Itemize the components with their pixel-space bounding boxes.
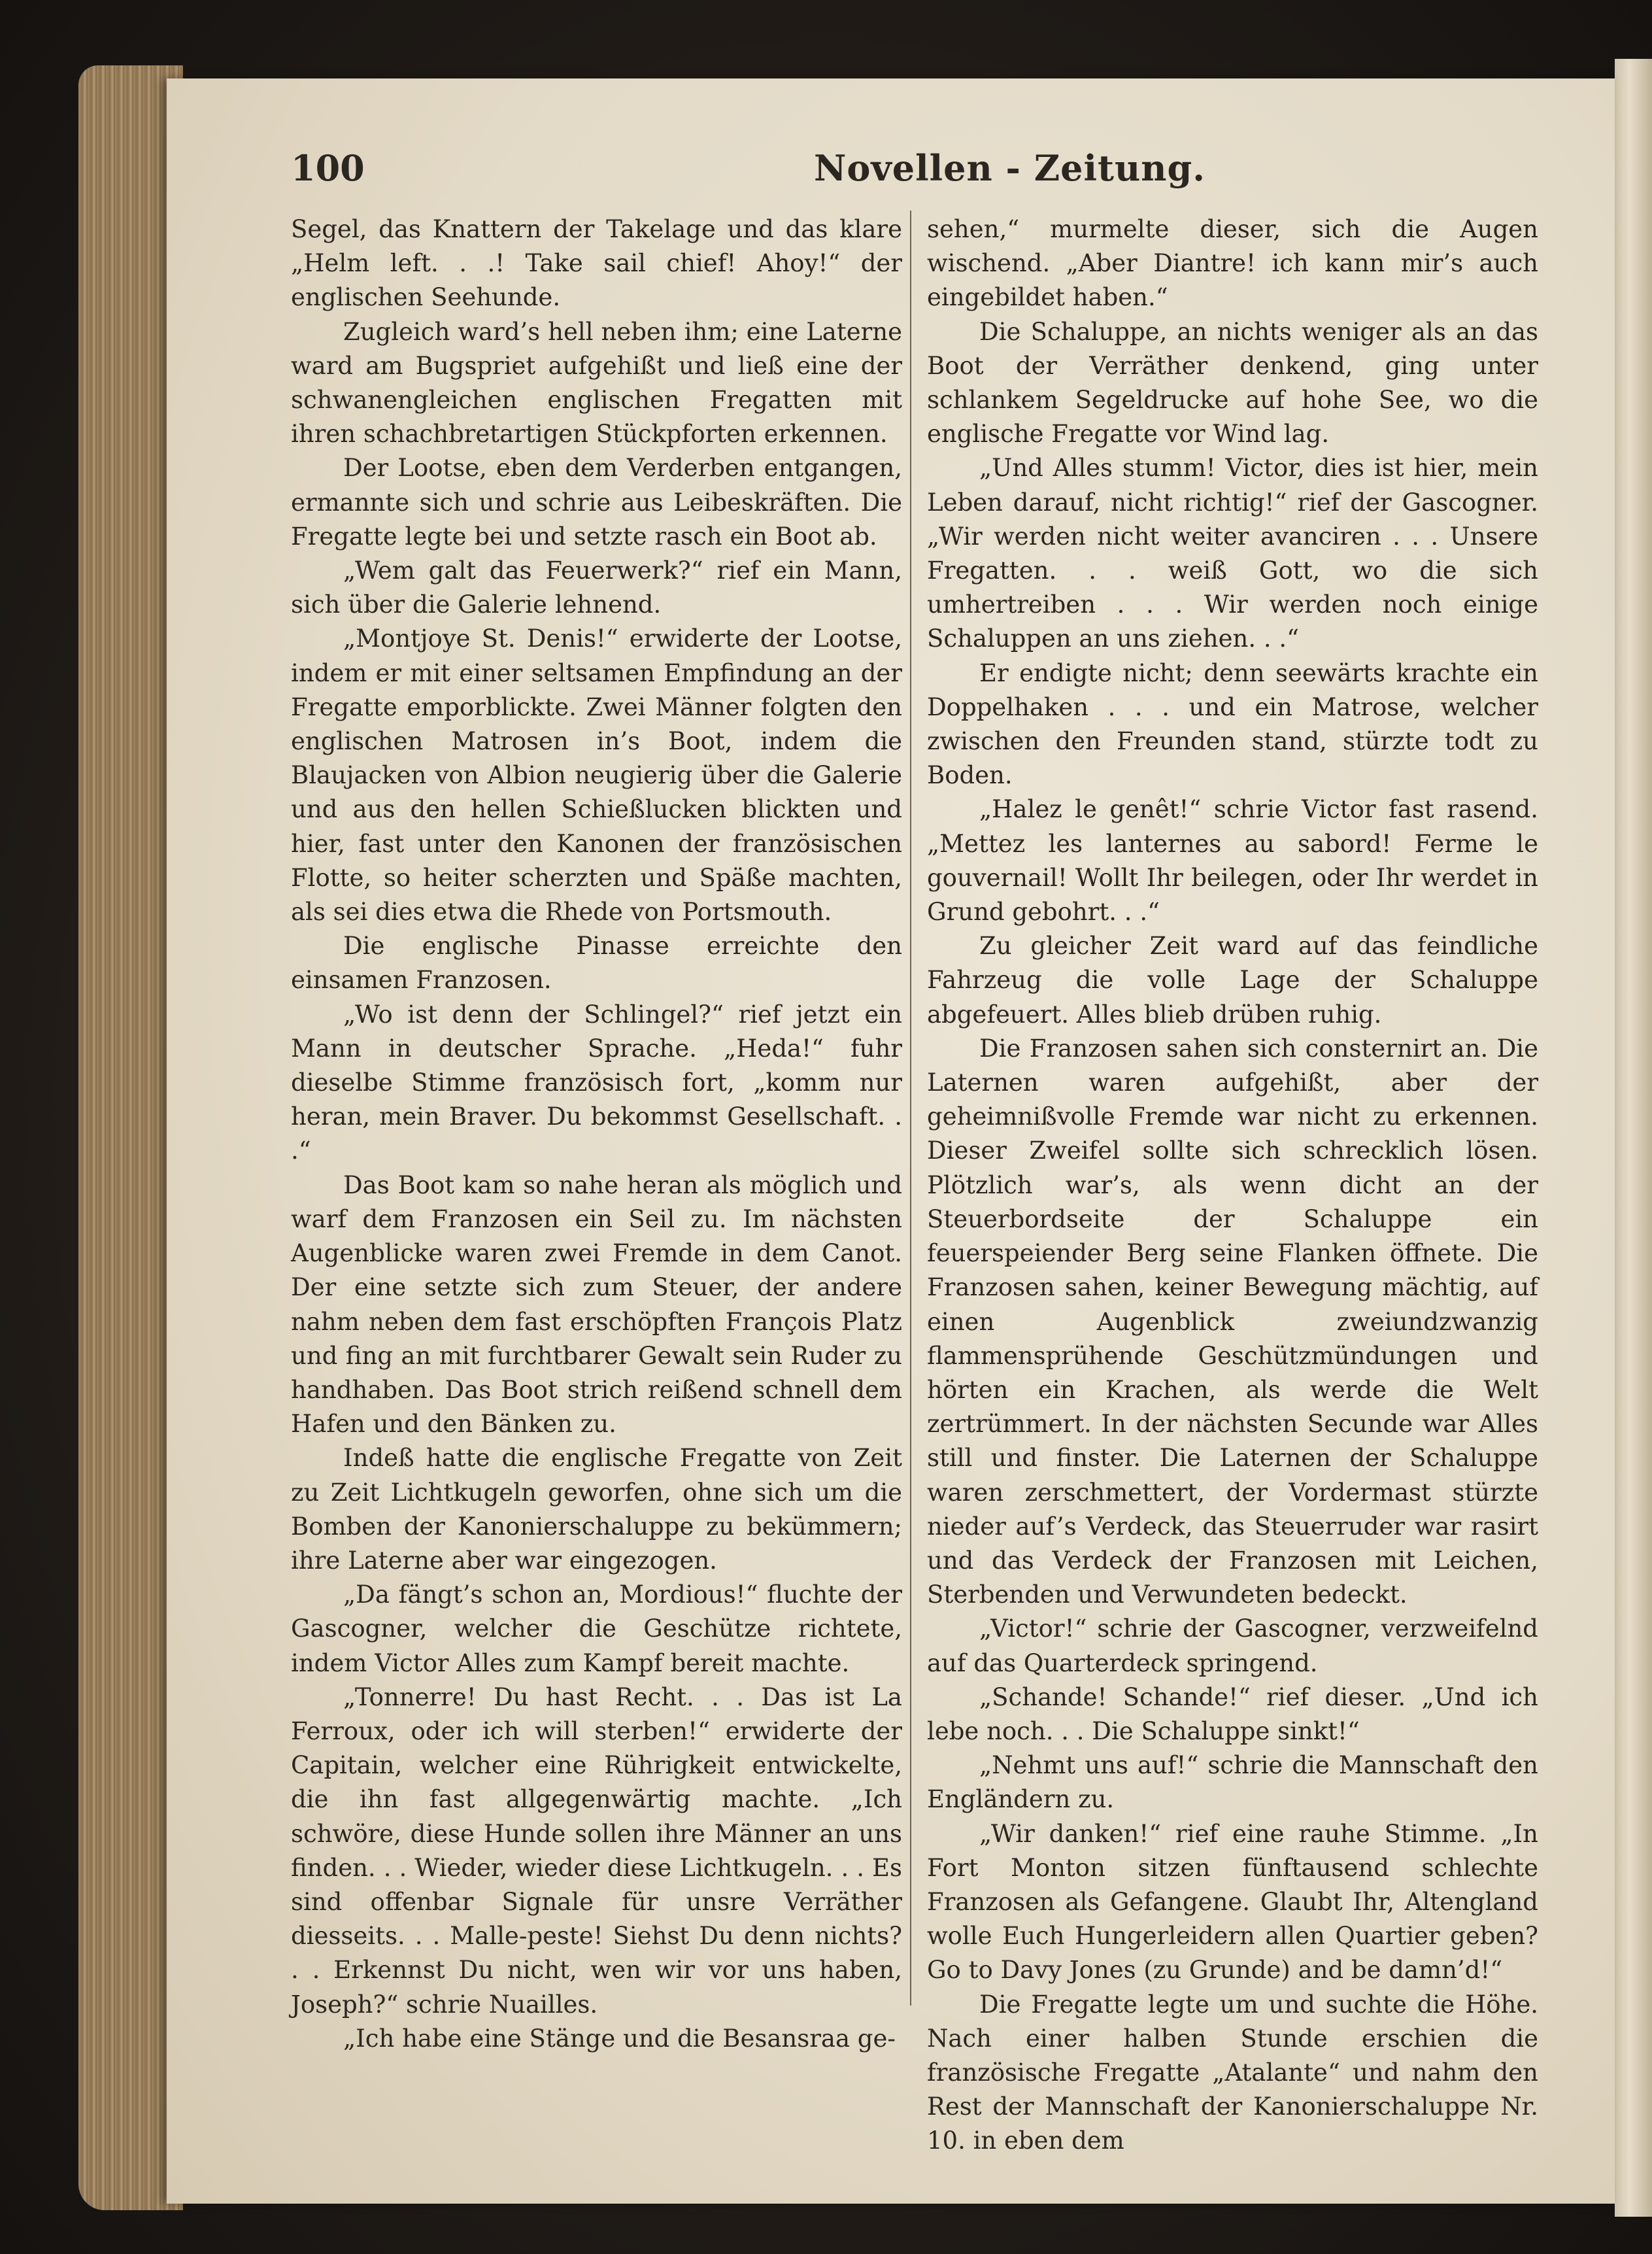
- paragraph: Die englische Pinasse erreichte den einsamen Franzosen.: [291, 932, 902, 995]
- paragraph: Segel, das Knattern der Takelage und das klare „Helm left. . .! Take sail chief! Ahoy!“ der englischen Seehunde.: [291, 215, 902, 312]
- paragraph: „Da fängt’s schon an, Mordious!“ fluchte der Gascogner, welcher die Geschütze richtete, indem Victor Alles zum Kampf bereit machte.: [291, 1580, 902, 1677]
- paragraph: sehen,“ murmelte dieser, sich die Augen wischend. „Aber Diantre! ich kann mir’s auch eingebildet haben.“: [927, 215, 1538, 312]
- paragraph: Die Fregatte legte um und suchte die Höhe. Nach einer halben Stunde erschien die französische Fregatte „Atalante“ und nahm den Rest der Mannschaft der Kanonierschaluppe Nr. 10. in eben dem: [927, 1990, 1538, 2155]
- column-rule: [910, 211, 911, 2006]
- paragraph: Zugleich ward’s hell neben ihm; eine Laterne ward am Bugspriet aufgehißt und ließ eine der schwanengleichen englischen Fregatten mit ihren schachbretartigen Stückpforten erkennen.: [291, 317, 902, 449]
- page-number: 100: [291, 147, 365, 189]
- paragraph: „Schande! Schande!“ rief dieser. „Und ich lebe noch. . . Die Schaluppe sinkt!“: [927, 1682, 1538, 1745]
- paragraph: Das Boot kam so nahe heran als möglich und warf dem Franzosen ein Seil zu. Im nächsten Augenblicke waren zwei Fremde in dem Canot. Der eine setzte sich zum Steuer, der andere nahm neben dem fast erschöpften François Platz und fing an mit furchtbarer Gewalt sein Ruder zu handhaben. Das Boot strich reißend schnell dem Hafen und den Bänken zu.: [291, 1170, 902, 1439]
- paragraph: „Wo ist denn der Schlingel?“ rief jetzt ein Mann in deutscher Sprache. „Heda!“ fuhr dieselbe Stimme französisch fort, „komm nur heran, mein Braver. Du bekommst Gesellschaft. . .“: [291, 1000, 902, 1165]
- page-header: [291, 147, 1206, 206]
- paragraph: Die Franzosen sahen sich consternirt an. Die Laternen waren aufgehißt, aber der geheimnißvolle Fremde war nicht zu erkennen. Dieser Zweifel sollte sich schrecklich lösen. Plötzlich war’s, als wenn dicht an der Steuerbordseite der Schaluppe ein feuerspeiender Berg seine Flanken öffnete. Die Franzosen sahen, keiner Bewegung mächtig, auf einen Augenblick zweiundzwanzig flammensprühende Geschützmündungen und hörten ein Krachen, als werde die Welt zertrümmert. In der nächsten Secunde war Alles still und finster. Die Laternen der Schaluppe waren zerschmettert, der Vordermast stürzte nieder auf’s Verdeck, das Steuerruder war rasirt und das Verdeck der Franzosen mit Leichen, Sterbenden und Verwundeten bedeckt.: [927, 1034, 1538, 1609]
- paragraph: „Halez le genêt!“ schrie Victor fast rasend. „Mettez les lanternes au sabord! Ferme le gouvernail! Wollt Ihr beilegen, oder Ihr werdet in Grund gebohrt. . .“: [927, 795, 1538, 927]
- paragraph: „Ich habe eine Stänge und die Besansraa ge-: [343, 2024, 896, 2053]
- paragraph: „Montjoye St. Denis!“ erwiderte der Lootse, indem er mit einer seltsamen Empfindung an der Fregatte emporblickte. Zwei Männer folgten den englischen Matrosen in’s Boot, indem die Blaujacken von Albion neugierig über die Galerie und aus den hellen Schießlucken blickten und hier, fast unter den Kanonen der französischen Flotte, so heiter scherzten und Späße machten, als sei dies etwa die Rhede von Portsmouth.: [291, 624, 902, 927]
- paragraph: „Und Alles stumm! Victor, dies ist hier, mein Leben darauf, nicht richtig!“ rief der Gascogner. „Wir werden nicht weiter avanciren . . . Unsere Fregatten. . . weiß Gott, wo die sich umhertreiben . . . Wir werden noch einige Schaluppen an uns ziehen. . .“: [927, 454, 1538, 653]
- paragraph: Indeß hatte die englische Fregatte von Zeit zu Zeit Lichtkugeln geworfen, ohne sich um die Bomben der Kanonierschaluppe zu bekümmern; ihre Laterne aber war eingezogen.: [291, 1444, 902, 1575]
- paragraph: Er endigte nicht; denn seewärts krachte ein Doppelhaken . . . und ein Matrose, welcher zwischen den Freunden stand, stürzte todt zu Boden.: [927, 658, 1538, 790]
- right-column: [927, 213, 1538, 2159]
- facing-page-edge: [1615, 59, 1652, 2217]
- paragraph: „Wir danken!“ rief eine rauhe Stimme. „In Fort Monton sitzen fünftausend schlechte Franzosen als Gefangene. Glaubt Ihr, Altengland wolle Euch Hungerleidern allen Quartier geben? Go to Davy Jones (zu Grunde) and be damn’d!“: [927, 1819, 1538, 1985]
- paragraph: Die Schaluppe, an nichts weniger als an das Boot der Verräther denkend, ging unter schlankem Segeldrucke auf hohe See, wo die englische Fregatte vor Wind lag.: [927, 317, 1538, 449]
- paragraph: „Tonnerre! Du hast Recht. . . Das ist La Ferroux, oder ich will sterben!“ erwiderte der Capitain, welcher eine Rührigkeit entwickelte, die ihn fast allgegenwärtig machte. „Ich schwöre, diese Hunde sollen ihre Männer an uns finden. . . Wieder, wieder diese Lichtkugeln. . . Es sind offenbar Signale für unsre Verräther diesseits. . . Malle-peste! Siehst Du denn nichts? . . Erkennst Du nicht, wen wir vor uns haben, Joseph?“ schrie Nuailles.: [291, 1682, 902, 2019]
- paragraph: „Nehmt uns auf!“ schrie die Mannschaft den Engländern zu.: [927, 1751, 1538, 1814]
- left-column: [291, 213, 902, 2056]
- paragraph: Zu gleicher Zeit ward auf das feindliche Fahrzeug die volle Lage der Schaluppe abgefeuert. Alles blieb drüben ruhig.: [927, 932, 1538, 1029]
- running-head: Novellen - Zeitung.: [814, 147, 1206, 189]
- paragraph: „Wem galt das Feuerwerk?“ rief ein Mann, sich über die Galerie lehnend.: [291, 556, 902, 619]
- paragraph: „Victor!“ schrie der Gascogner, verzweifelnd auf das Quarterdeck springend.: [927, 1614, 1538, 1677]
- paragraph: Der Lootse, eben dem Verderben entgangen, ermannte sich und schrie aus Leibeskräften. Die Fregatte legte bei und setzte rasch ein Boot ab.: [291, 454, 902, 551]
